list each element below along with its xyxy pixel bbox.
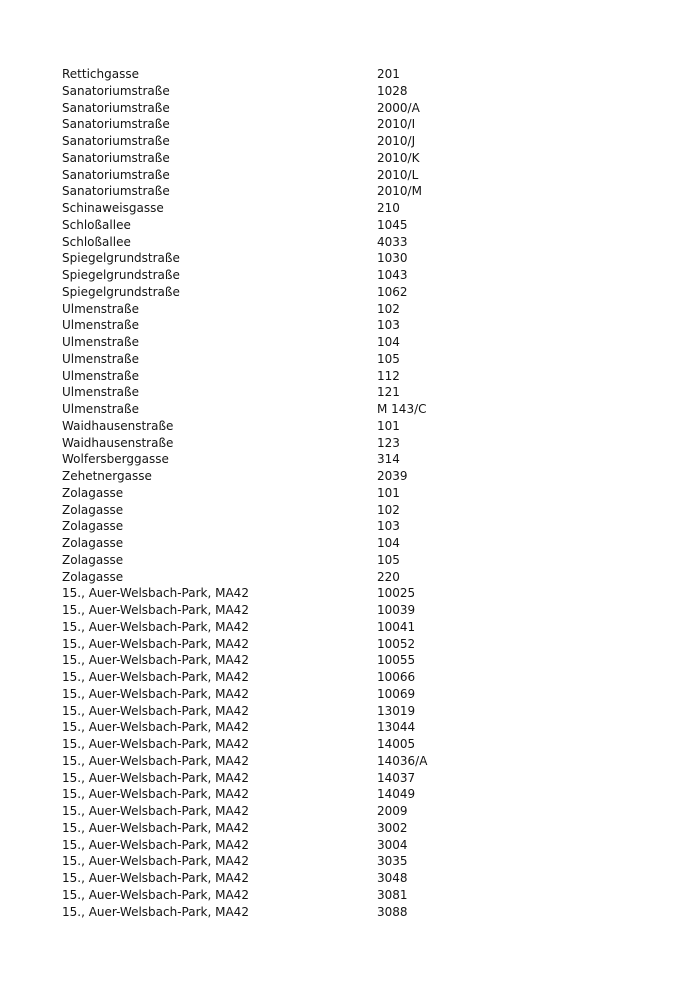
street-number: 102 [377, 502, 400, 517]
street-number: 3002 [377, 820, 408, 835]
street-name: 15., Auer-Welsbach-Park, MA42 [62, 854, 249, 869]
street-number: 14036/A [377, 753, 428, 768]
table-row [62, 250, 660, 267]
street-name: Ulmenstraße [62, 301, 139, 316]
street-number: 3088 [377, 904, 408, 919]
street-name: Zolagasse [62, 519, 124, 534]
street-number: 112 [377, 368, 400, 383]
street-name: Waidhausenstraße [62, 435, 174, 450]
street-name: 15., Auer-Welsbach-Park, MA42 [62, 686, 249, 701]
table-row [62, 150, 660, 167]
street-number: 2010/K [377, 150, 420, 165]
street-number: 10069 [377, 686, 416, 701]
street-name: Ulmenstraße [62, 385, 139, 400]
table-row [62, 719, 660, 736]
street-number: 10041 [377, 619, 416, 634]
street-name: 15., Auer-Welsbach-Park, MA42 [62, 720, 249, 735]
street-number: 10066 [377, 670, 416, 684]
table-row [62, 334, 660, 351]
street-number: 102 [377, 301, 400, 316]
street-name: Zehetnergasse [62, 469, 152, 483]
street-number: 101 [377, 485, 400, 500]
street-number: 2039 [377, 469, 408, 483]
table-row [62, 770, 660, 787]
street-name: 15., Auer-Welsbach-Park, MA42 [62, 887, 249, 902]
street-name: Ulmenstraße [62, 335, 139, 349]
table-row [62, 66, 660, 83]
street-name: Ulmenstraße [62, 368, 139, 383]
street-name: 15., Auer-Welsbach-Park, MA42 [62, 636, 249, 651]
street-number: 2010/J [377, 134, 416, 148]
street-name: 15., Auer-Welsbach-Park, MA42 [62, 703, 249, 718]
street-number: 2000/A [377, 100, 420, 115]
table-row [62, 351, 660, 368]
table-row [62, 284, 660, 301]
street-number: 201 [377, 67, 400, 81]
street-name: 15., Auer-Welsbach-Park, MA42 [62, 804, 249, 818]
table-row [62, 887, 660, 904]
street-name: 15., Auer-Welsbach-Park, MA42 [62, 904, 249, 919]
street-name: Schinaweisgasse [62, 201, 164, 215]
street-number: 105 [377, 351, 400, 366]
street-number: 314 [377, 452, 400, 467]
street-number: 14049 [377, 787, 416, 802]
table-row [62, 183, 660, 200]
table-row [62, 552, 660, 569]
street-name: Zolagasse [62, 536, 124, 550]
table-row [62, 301, 660, 318]
street-name: Waidhausenstraße [62, 418, 174, 433]
table-row [62, 435, 660, 452]
table-row [62, 167, 660, 184]
street-name: Schloßallee [62, 217, 131, 232]
street-number: 101 [377, 418, 400, 433]
street-name: Ulmenstraße [62, 402, 139, 416]
table-row [62, 451, 660, 468]
street-name: Sanatoriumstraße [62, 117, 170, 132]
street-name: 15., Auer-Welsbach-Park, MA42 [62, 837, 249, 852]
street-name: Spiegelgrundstraße [62, 284, 180, 299]
street-list [62, 66, 660, 920]
street-number: 103 [377, 519, 400, 534]
street-number: 1045 [377, 217, 408, 232]
street-number: 13044 [377, 720, 416, 735]
street-name: 15., Auer-Welsbach-Park, MA42 [62, 787, 249, 802]
street-name: Zolagasse [62, 485, 124, 500]
table-row [62, 803, 660, 820]
street-name: Sanatoriumstraße [62, 184, 170, 199]
table-row [62, 786, 660, 803]
street-number: 10055 [377, 653, 416, 668]
street-number: 220 [377, 569, 400, 584]
street-name: 15., Auer-Welsbach-Park, MA42 [62, 603, 249, 617]
street-name: Zolagasse [62, 502, 124, 517]
street-number: 3004 [377, 837, 408, 852]
table-row [62, 753, 660, 770]
street-number: 2009 [377, 804, 408, 818]
table-row [62, 502, 660, 519]
street-number: 103 [377, 318, 400, 333]
table-row [62, 837, 660, 854]
table-row [62, 535, 660, 552]
street-number: 1062 [377, 284, 408, 299]
street-number: 104 [377, 335, 400, 349]
table-row [62, 368, 660, 385]
table-row [62, 602, 660, 619]
street-number: 2010/M [377, 184, 422, 199]
street-number: 14005 [377, 737, 416, 751]
street-name: 15., Auer-Welsbach-Park, MA42 [62, 653, 249, 668]
table-row [62, 267, 660, 284]
street-name: Zolagasse [62, 552, 124, 567]
table-row [62, 853, 660, 870]
street-number: M 143/C [377, 402, 427, 416]
street-name: 15., Auer-Welsbach-Park, MA42 [62, 670, 249, 684]
street-number: 3048 [377, 871, 408, 885]
table-row [62, 820, 660, 837]
table-row [62, 217, 660, 234]
street-name: Schloßallee [62, 234, 131, 249]
street-name: Sanatoriumstraße [62, 167, 170, 182]
street-number: 14037 [377, 770, 416, 785]
table-row [62, 133, 660, 150]
street-number: 3081 [377, 887, 408, 902]
table-row [62, 904, 660, 921]
street-number: 10025 [377, 586, 416, 601]
street-number: 10039 [377, 603, 416, 617]
street-number: 2010/I [377, 117, 416, 132]
street-name: 15., Auer-Welsbach-Park, MA42 [62, 737, 249, 751]
table-row [62, 384, 660, 401]
table-row [62, 317, 660, 334]
street-name: Spiegelgrundstraße [62, 251, 180, 266]
street-name: 15., Auer-Welsbach-Park, MA42 [62, 586, 249, 601]
table-row [62, 585, 660, 602]
table-row [62, 870, 660, 887]
table-row [62, 234, 660, 251]
street-number: 123 [377, 435, 400, 450]
table-row [62, 200, 660, 217]
street-number: 104 [377, 536, 400, 550]
table-row [62, 703, 660, 720]
street-name: Wolfersberggasse [62, 452, 169, 467]
street-name: 15., Auer-Welsbach-Park, MA42 [62, 753, 249, 768]
table-row [62, 736, 660, 753]
table-row [62, 569, 660, 586]
table-row [62, 619, 660, 636]
table-row [62, 652, 660, 669]
table-row [62, 468, 660, 485]
street-name: 15., Auer-Welsbach-Park, MA42 [62, 820, 249, 835]
table-row [62, 669, 660, 686]
street-number: 105 [377, 552, 400, 567]
table-row [62, 100, 660, 117]
street-name: Sanatoriumstraße [62, 150, 170, 165]
street-number: 13019 [377, 703, 416, 718]
table-row [62, 116, 660, 133]
street-number: 3035 [377, 854, 408, 869]
street-number: 1043 [377, 268, 408, 282]
table-row [62, 636, 660, 653]
street-number: 2010/L [377, 167, 419, 182]
table-row [62, 401, 660, 418]
street-name: 15., Auer-Welsbach-Park, MA42 [62, 619, 249, 634]
table-row [62, 518, 660, 535]
street-number: 10052 [377, 636, 416, 651]
table-row [62, 83, 660, 100]
street-number: 1028 [377, 83, 408, 98]
street-name: Sanatoriumstraße [62, 100, 170, 115]
street-name: Ulmenstraße [62, 318, 139, 333]
table-row [62, 418, 660, 435]
street-name: Sanatoriumstraße [62, 134, 170, 148]
street-name: 15., Auer-Welsbach-Park, MA42 [62, 871, 249, 885]
street-number: 210 [377, 201, 400, 215]
street-name: 15., Auer-Welsbach-Park, MA42 [62, 770, 249, 785]
street-number: 1030 [377, 251, 408, 266]
street-number: 4033 [377, 234, 408, 249]
street-number: 121 [377, 385, 400, 400]
street-name: Spiegelgrundstraße [62, 268, 180, 282]
table-row [62, 686, 660, 703]
street-name: Sanatoriumstraße [62, 83, 170, 98]
street-name: Zolagasse [62, 569, 124, 584]
street-name: Ulmenstraße [62, 351, 139, 366]
table-row [62, 485, 660, 502]
street-name: Rettichgasse [62, 67, 139, 81]
